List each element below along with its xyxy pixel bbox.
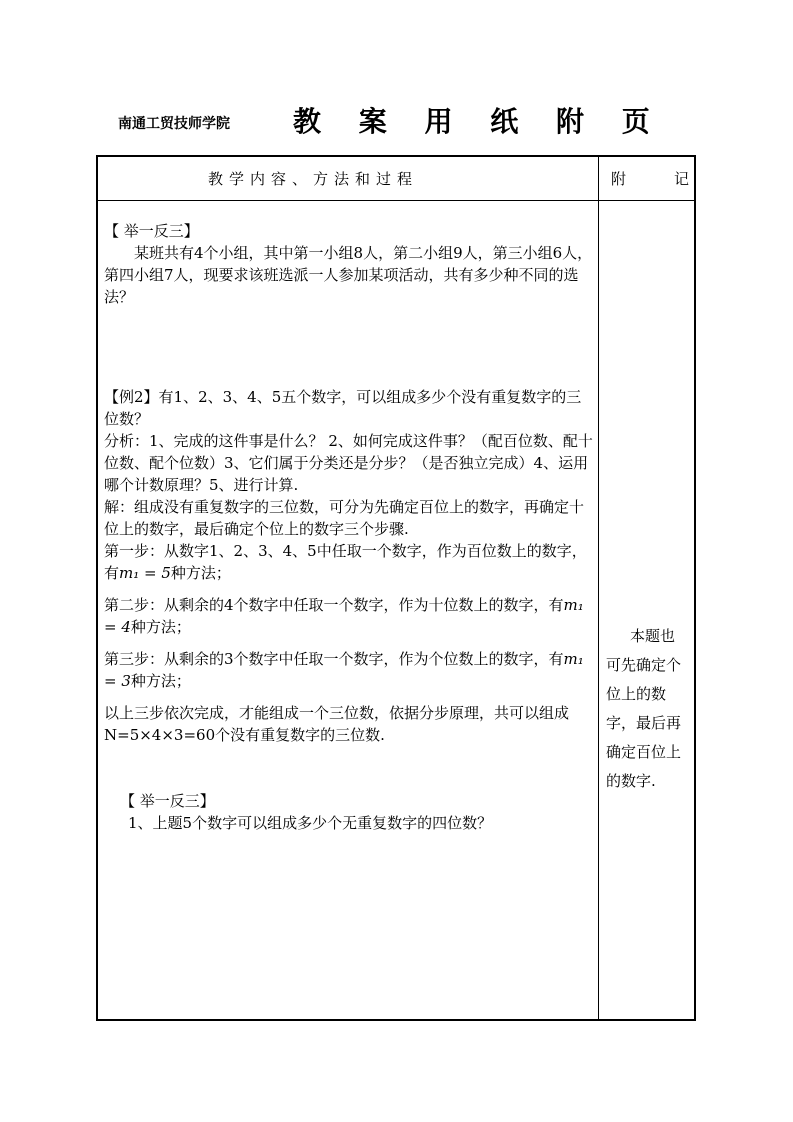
conclusion-text: 以上三步依次完成，才能组成一个三位数，依据分步原理，共可以组成N=5×4×3=60个没有重复数字的三位数. [104, 704, 570, 744]
school-name: 南通工贸技师学院 [118, 116, 230, 132]
solution-text: 解：组成没有重复数字的三位数，可分为先确定百位上的数字，再确定十位上的数字，最后确定个位上的数字三个步骤. [104, 498, 585, 538]
step-3 [104, 648, 594, 692]
step-1-text: 第一步：从数字1、2、3、4、5中任取一个数字，作为百位数上的数字，有 [104, 542, 587, 582]
side-note-line: 位上的数 [606, 685, 667, 703]
step-2-suffix: 种方法； [130, 618, 191, 636]
step-1-formula: m₁ = 5 [119, 564, 171, 582]
side-note-line: 可先确定个 [606, 656, 682, 674]
step-1-suffix: 种方法； [170, 564, 231, 582]
step-3-suffix: 种方法； [130, 672, 191, 690]
step-2-formula: m₁ = 4 [104, 596, 584, 636]
step-2-text: 第二步：从剩余的4个数字中任取一个数字，作为十位数上的数字，有 [104, 596, 564, 614]
column-header-main: 教学内容、方法和过程 [208, 170, 419, 188]
header-divider [96, 200, 696, 201]
step-1 [104, 540, 594, 584]
step-2 [104, 594, 594, 638]
example-title: 【例2】有1、2、3、4、5五个数字，可以组成多少个没有重复数字的三位数？ [104, 388, 582, 428]
analysis-text: 分析：1、完成的这件事是什么？ 2、如何完成这件事？（配百位数、配十位数、配个位数）3、它们属于分类还是分步？（是否独立完成）4、运用哪个计数原理？5、进行计算. [104, 432, 593, 494]
side-note-line: 确定百位上 [606, 743, 682, 761]
side-note-line: 本题也 [630, 627, 676, 645]
column-header-notes-1: 附 [611, 170, 627, 188]
exercise-item: 1、上题5个数字可以组成多少个无重复数字的四位数？ [128, 814, 493, 832]
section-heading-2: 【 举一反三】 [120, 792, 215, 810]
step-3-text: 第三步：从剩余的3个数字中任取一个数字，作为个位数上的数字，有 [104, 650, 564, 668]
side-note-line: 的数字. [606, 772, 656, 790]
section-heading: 【 举一反三】 [104, 222, 199, 240]
column-header-notes-2: 记 [674, 170, 690, 188]
column-divider [598, 156, 599, 1020]
lesson-content [104, 220, 594, 834]
side-note-line: 字，最后再 [606, 714, 682, 732]
page-title: 教 案 用 纸 附 页 [293, 105, 664, 138]
step-3-formula: m₁ = 3 [104, 650, 584, 690]
exercise-text: 某班共有4个小组，其中第一小组8人，第二小组9人，第三小组6人，第四小组7人，现要求该班选派一人参加某项活动，共有多少种不同的选法？ [104, 244, 593, 306]
side-note [606, 622, 692, 796]
